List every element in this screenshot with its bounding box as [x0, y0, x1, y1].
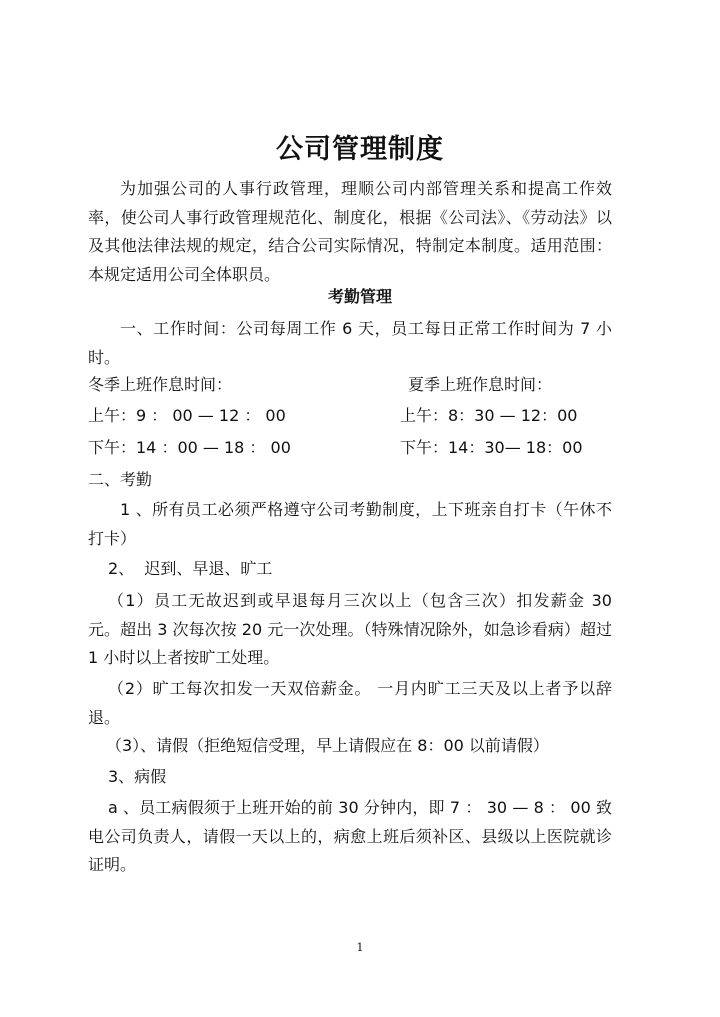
attendance-item-2-2: （2）旷工每次扣发一天双倍薪金。 一月内旷工三天及以上者予以辞退。 [88, 679, 612, 727]
winter-schedule-heading: 冬季上班作息时间： [88, 375, 233, 394]
summer-morning-hours: 上午：8：30 — 12：00 [400, 406, 578, 425]
summer-schedule-heading: 夏季上班作息时间： [408, 375, 553, 394]
attendance-item-1: 1 、所有员工必须严格遵守公司考勤制度，上下班亲自打卡（午休不打卡） [88, 500, 612, 548]
attendance-item-2-1: （1）员工无故迟到或早退每月三次以上（包含三次）扣发薪金 30 元。超出 3 次每次按 20 元一次处理。（特殊情况除外，如急诊看病）超过 1 小时以上者按旷工处理。 [88, 591, 612, 667]
winter-morning-hours: 上午：9 ： 00 — 12 ： 00 [88, 406, 286, 425]
intro-paragraph: 为加强公司的人事行政管理，理顺公司内部管理关系和提高工作效率，使公司人事行政管理规范化、制度化，根据《公司法》、《劳动法》以及其他法律法规的规定，结合公司实际情况，特制定本制度。适用范围：本规定适用公司全体职员。 [88, 179, 612, 284]
page-number: 1 [356, 941, 364, 954]
winter-afternoon-hours: 下午：14 ：00 — 18 ： 00 [88, 438, 291, 457]
attendance-heading: 二、考勤 [88, 470, 153, 489]
section-title-attendance-management: 考勤管理 [327, 287, 392, 306]
attendance-item-2: 2、 迟到、早退、旷工 [108, 559, 273, 578]
work-time-paragraph: 一、工作时间：公司每周工作 6 天，员工每日正常工作时间为 7 小时。 [88, 319, 612, 367]
attendance-item-3-a: a 、员工病假须于上班开始的前 30 分钟内，即 7 ： 30 — 8 ： 00 致电公司负责人，请假一天以上的，病愈上班后须补区、县级以上医院就诊证明。 [88, 798, 612, 874]
summer-afternoon-hours: 下午：14：30— 18：00 [400, 438, 583, 457]
document-title: 公司管理制度 [276, 134, 444, 165]
attendance-item-3: 3、病假 [108, 767, 167, 786]
attendance-item-2-3: （3）、请假（拒绝短信受理，早上请假应在 8：00 以前请假） [106, 736, 549, 755]
